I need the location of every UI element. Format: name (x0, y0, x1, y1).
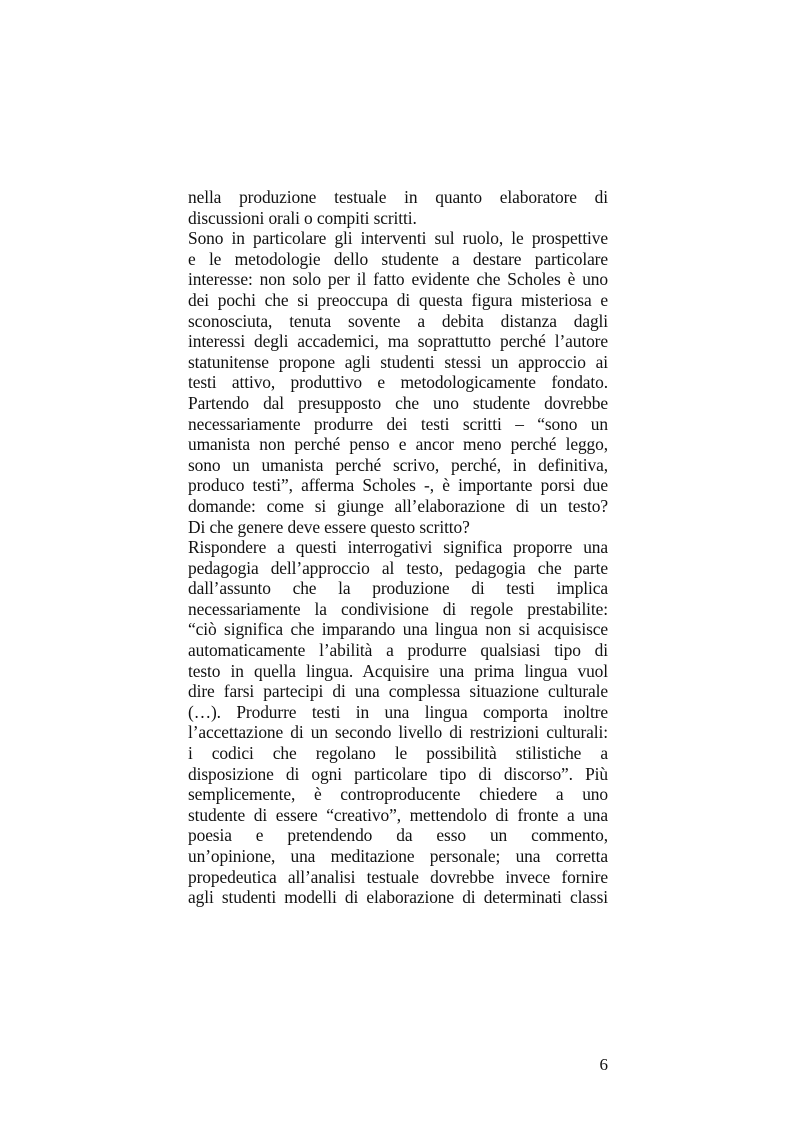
text-line: propedeutica all’analisi testuale dovrebbe invece fornire (188, 866, 608, 887)
text-line: dei pochi che si preoccupa di questa figura misteriosa e (188, 289, 608, 310)
text-line: necessariamente produrre dei testi scritti – “sono un (188, 413, 608, 434)
text-line: sono un umanista perché scrivo, perché, in definitiva, (188, 454, 608, 475)
text-line: testo in quella lingua. Acquisire una prima lingua vuol (188, 660, 608, 681)
text-line: studente di essere “creativo”, mettendolo di fronte a una (188, 804, 608, 825)
body-text (188, 187, 608, 908)
text-line: agli studenti modelli di elaborazione di determinati classi (188, 887, 608, 908)
page-number: 6 (599, 1055, 608, 1074)
text-line: “ciò significa che imparando una lingua non si acquisisce (188, 619, 608, 640)
text-line: discussioni orali o compiti scritti. (188, 207, 417, 228)
text-line: sconosciuta, tenuta sovente a debita distanza dagli (188, 310, 608, 331)
text-line: pedagogia dell’approccio al testo, pedagogia che parte (188, 557, 608, 578)
text-line: dall’assunto che la produzione di testi implica (188, 578, 608, 599)
text-line: statunitense propone agli studenti stessi un approccio ai (188, 351, 608, 372)
text-line: nella produzione testuale in quanto elaboratore di (188, 187, 608, 207)
text-line: poesia e pretendendo da esso un commento, (188, 825, 608, 846)
text-line: Partendo dal presupposto che uno studente dovrebbe (188, 392, 608, 413)
text-line: automaticamente l’abilità a produrre qualsiasi tipo di (188, 640, 608, 661)
text-line: semplicemente, è controproducente chiedere a uno (188, 784, 608, 805)
text-line: un’opinione, una meditazione personale; una corretta (188, 846, 608, 866)
text-line: necessariamente la condivisione di regole prestabilite: (188, 598, 608, 619)
text-line: i codici che regolano le possibilità stilistiche a (188, 743, 608, 764)
text-line: interesse: non solo per il fatto evidente che Scholes è uno (188, 269, 608, 290)
text-line: Sono in particolare gli interventi sul ruolo, le prospettive (188, 228, 608, 249)
text-line: Di che genere deve essere questo scritto? (188, 516, 470, 537)
text-line: Rispondere a questi interrogativi significa proporre una (188, 537, 608, 558)
text-line: disposizione di ogni particolare tipo di discorso”. Più (188, 763, 608, 784)
text-line: testi attivo, produttivo e metodologicamente fondato. (188, 372, 608, 393)
text-line: e le metodologie dello studente a destare particolare (188, 248, 608, 269)
text-line: dire farsi partecipi di una complessa situazione culturale (188, 681, 608, 702)
text-line: interessi degli accademici, ma soprattutto perché l’autore (188, 331, 608, 352)
text-line: domande: come si giunge all’elaborazione di un testo? (188, 495, 608, 516)
text-line: l’accettazione di un secondo livello di restrizioni culturali: (188, 722, 608, 743)
text-line: produco testi”, afferma Scholes -, è importante porsi due (188, 475, 608, 496)
text-line: (…). Produrre testi in una lingua comporta inoltre (188, 701, 608, 722)
text-line: umanista non perché penso e ancor meno perché leggo, (188, 434, 608, 455)
